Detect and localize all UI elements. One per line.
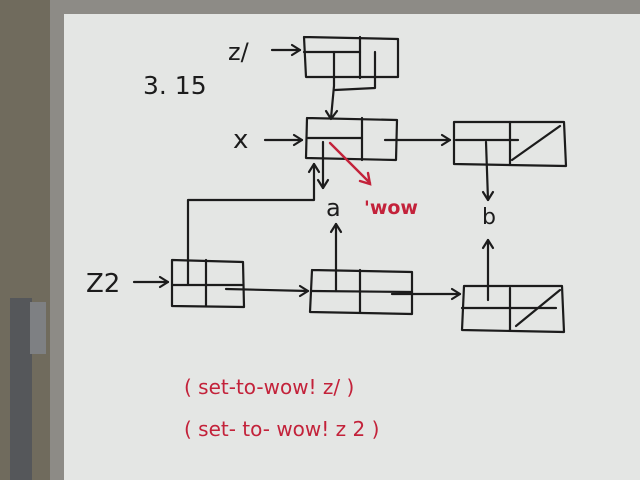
var-z1-label: z/: [228, 38, 249, 66]
symbol-b: b: [482, 205, 496, 230]
var-z2-label: Z2: [86, 269, 121, 299]
board-handle-clip: [30, 302, 46, 354]
expression-line: ( set- to- wow! z 2 ): [184, 417, 380, 441]
section-number: 3. 15: [143, 71, 207, 100]
var-x-label: x: [233, 125, 249, 155]
expression-line: ( set-to-wow! z/ ): [184, 375, 355, 399]
symbol-wow: 'wow: [364, 197, 418, 219]
symbol-a: a: [326, 194, 341, 222]
board-handle: [10, 298, 32, 480]
